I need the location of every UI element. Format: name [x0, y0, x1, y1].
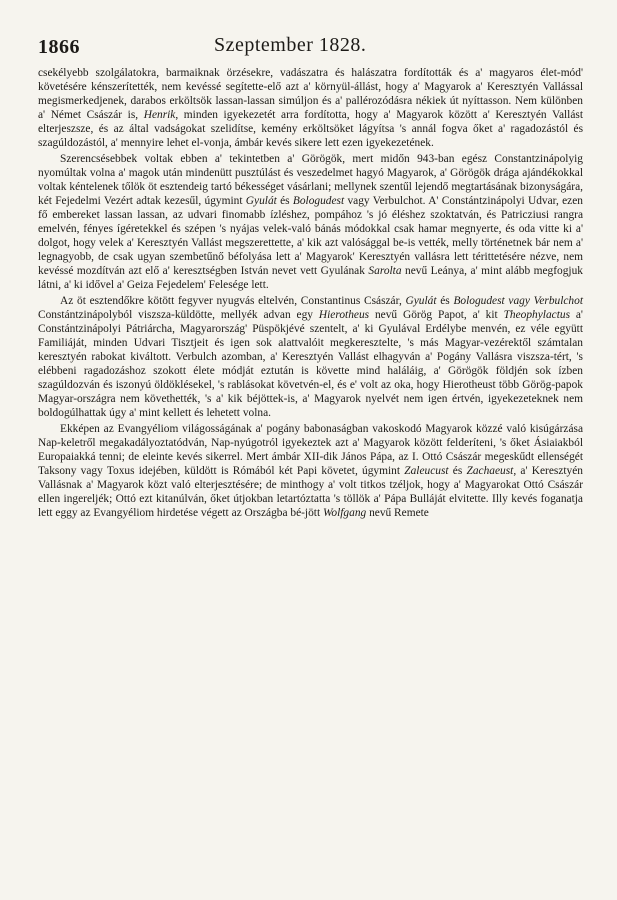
text-run: nevű Görög Papot, a' kit: [369, 309, 504, 321]
text-run: , minden igyekezetét arra fordította, hogy a' Magyarok között a' Keresztyén Vallást elterjeszsze, és az által vadságokat szelidítse, kemény erköltsöket lágyítsa 's annál fogva őket a' ragadozástól és szagúldozástól, a' mennyire lehet el-vonja, ámbár kevés sikere lett ezen igyekezetének.: [38, 109, 583, 149]
paragraph: [38, 66, 583, 150]
italic-text: Gyulát: [245, 195, 277, 207]
text-run: és: [276, 195, 293, 207]
text-run: Ekképen az Evangyéliom világosságának a' pogány babonaságban vakoskodó Magyarok közzé való kisúgárzása Nap-keletről megakadályoztatódván, Nap-nyúgotról igyekeztek azt a' Magyarok között felderíteni, 's őket Ásiaiakból Europaiakká tenni; de eleinte kevés sikerrel. Mert ámbár XII-dik János Pápa, az I. Ottó Császár megeskűdt ellenségét Taksony vagy Toxus idejében, küldött is Rómából két Papi követet, úgymint: [38, 423, 583, 477]
italic-text: Gyulát: [405, 295, 437, 307]
italic-text: Hierotheus: [318, 309, 370, 321]
text-run: Constántzinápolyból viszsza-küldötte, mellyék advan egy: [38, 309, 319, 321]
page-header: [38, 34, 583, 64]
paragraph: [38, 152, 583, 292]
italic-text: Henrik: [143, 109, 176, 121]
paragraph: [38, 294, 583, 420]
running-title: Szeptember 1828.: [214, 34, 367, 56]
text-run: a' Constántzinápolyi Pátriárcha, Magyarország' Püspökjévé szentelt, a' ki Gyulával Erdélybe menvén, ez véle együtt Familiáját, minden Udvari Tisztjeit és igen sok alattvalóit megkeresztelte, 's más Magyar-vezérektől számtalan keresztyén rabokat kiváltott. Verbulch azomban, a' Keresztyén Vallást elhagyván a' Pogány Vallásra viszsza-tért, 's elébbeni ragadozáshoz szokott élete módját eztután is követte mind haláláig, a' Görögök földjén sok ízben szagúldozván és iszonyú öldöklésekel, 's rablásokat követvén-el, és e' volt az oka, hogy Hierotheust több Görög-papok Magyar-országra nem követhették, 's a' kik béjöttek-is, a' Magyarok nyelvét nem igen értvén, igyekezeteknek nem boldogúlhattak úgy a' mint kellett és lehetett volna.: [38, 309, 583, 419]
italic-text: Zachaeust: [466, 465, 514, 477]
italic-text: Zaleucust: [404, 465, 449, 477]
text-run: és: [448, 465, 467, 477]
text-run: és: [436, 295, 454, 307]
text-run: nevű Leánya, a' mint alább megfogjuk látni, a' ki idővel a' Geiza Fejedelem' Felesége lett.: [38, 265, 583, 291]
italic-text: Bologudest vagy Verbulchot: [453, 295, 583, 307]
page-number: 1866: [38, 36, 80, 58]
text-run: , a' Keresztyén Vallásnak a' Magyarok közt való elterjesztésére; de minthogy a' volt titkos tzéljok, hogy a' Magyarokat Ottó Császár ellen ingereljék; Ottó ezt kitanúlván, őket útjokban letartóztatta 's töllök a' Pápa Bulláját elvitette. Illy kevés foganatja lett eggy az Evangyéliom hirdetése végett az Országba bé-jött: [38, 465, 584, 519]
text-run: nevű Remete: [366, 507, 429, 519]
paragraph: [38, 422, 583, 520]
italic-text: Wolfgang: [322, 507, 367, 519]
text-run: vagy Verbulchot. A' Constántzinápolyi Udvar, ezen fő embereket lassan lassan, az udvari finomabb ízléshez, pompához 's jó éléshez szoktatván, és Patricziusi rangra emelvén, fényes ígéretekkel és szépen 's nyájas velek-való bánás módokkal csak hamar megnyerte, és oda vitte ki a' dolgot, hogy velek a' Keresztyén Vallást megszerettette, a' kik azt valósággal be-is vették, melly történetnek bár nem a' legnagyobb, de csak ugyan szembetűnő béfolyása lett a' Magyarok' Keresztyén vallásra lett térittetésére nézve, nem kevéssé mozdítván azt elő a' keresztségben István nevet vett Gyulának: [38, 195, 583, 277]
italic-text: Bologudest: [292, 195, 345, 207]
text-run: Szerencsésebbek voltak ebben a' tekintetben a' Görögök, mert midőn 943-ban egész Constantzinápolyig nyomúltak volna a' magok után mindenütt pusztúlást és veszedelmet hagyó Magyarok, a' Görögök drága ajándékokkal voltak kéntelenek tőlök öt esztendeig tartó békességet vásárlani; mellynek szentűl lejendő megtartásának bizonyságára, két Fejedelmi Vezért adtak kezesűl, úgymint: [38, 153, 583, 207]
italic-text: Theophylactus: [503, 309, 570, 321]
text-run: csekélyebb szolgálatokra, barmaiknak örzésekre, vadászatra és halászatra fordították és a' magyaros élet-mód' követésére kénszerítették, nem kevéssé segítette-elő azt a' környül-állást, hogy a' Magyarok a' Keresztyén Vallással megismerkedjenek, darabos erköltsök lassan-lassan simúljon és a' pallérozódásra nékiek út nyíttasson. Nem különben a' Német Császár is,: [38, 67, 583, 121]
italic-text: Sarolta: [368, 265, 402, 277]
text-run: Az öt esztendőkre kötött fegyver nyugvás eltelvén, Constantinus Császár,: [60, 295, 406, 307]
body-text: [38, 66, 583, 520]
